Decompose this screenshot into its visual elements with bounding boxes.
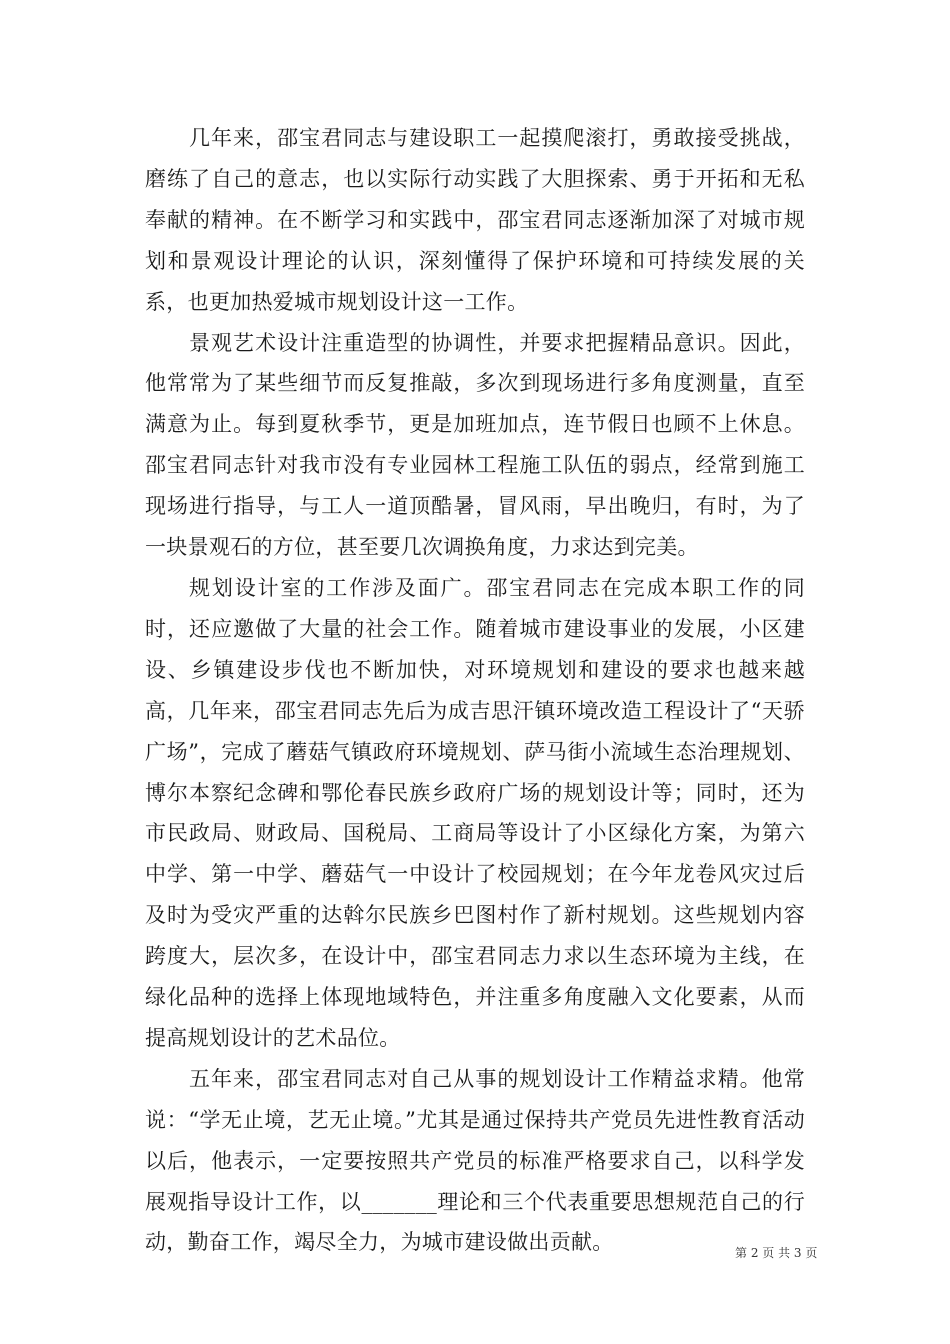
- document-body: [145, 118, 805, 1263]
- paragraph: 规划设计室的工作涉及面广。邵宝君同志在完成本职工作的同时，还应邀做了大量的社会工作。随着城市建设事业的发展，小区建设、乡镇建设步伐也不断加快，对环境规划和建设的要求也越来越高，几年来，邵宝君同志先后为成吉思汗镇环境改造工程设计了“天骄广场”，完成了蘑菇气镇政府环境规划、萨马街小流域生态治理规划、博尔本察纪念碑和鄂伦春民族乡政府广场的规划设计等；同时，还为市民政局、财政局、国税局、工商局等设计了小区绿化方案，为第六中学、第一中学、蘑菇气一中设计了校园规划；在今年龙卷风灾过后及时为受灾严重的达斡尔民族乡巴图村作了新村规划。这些规划内容跨度大，层次多，在设计中，邵宝君同志力求以生态环境为主线，在绿化品种的选择上体现地域特色，并注重多角度融入文化要素，从而提高规划设计的艺术品位。: [145, 575, 805, 1050]
- paragraph: 几年来，邵宝君同志与建设职工一起摸爬滚打，勇敢接受挑战，磨练了自己的意志，也以实际行动实践了大胆探索、勇于开拓和无私奉献的精神。在不断学习和实践中，邵宝君同志逐渐加深了对城市规划和景观设计理论的认识，深刻懂得了保护环境和可持续发展的关系，也更加热爱城市规划设计这一工作。: [145, 126, 805, 314]
- paragraph: 景观艺术设计注重造型的协调性，并要求把握精品意识。因此，他常常为了某些细节而反复推敲，多次到现场进行多角度测量，直至满意为止。每到夏秋季节，更是加班加点，连节假日也顾不上休息。邵宝君同志针对我市没有专业园林工程施工队伍的弱点，经常到施工现场进行指导，与工人一道顶酷暑，冒风雨，早出晚归，有时，为了一块景观石的方位，甚至要几次调换角度，力求达到完美。: [145, 330, 805, 560]
- paragraph: 五年来，邵宝君同志对自己从事的规划设计工作精益求精。他常说：“学无止境，艺无止境。”尤其是通过保持共产党员先进性教育活动以后，他表示，一定要按照共产党员的标准严格要求自己，以科学发展观指导设计工作，以_______理论和三个代表重要思想规范自己的行动，勤奋工作，竭尽全力，为城市建设做出贡献。: [145, 1066, 805, 1255]
- page-number-footer: 第 2 页 共 3 页: [735, 1246, 818, 1260]
